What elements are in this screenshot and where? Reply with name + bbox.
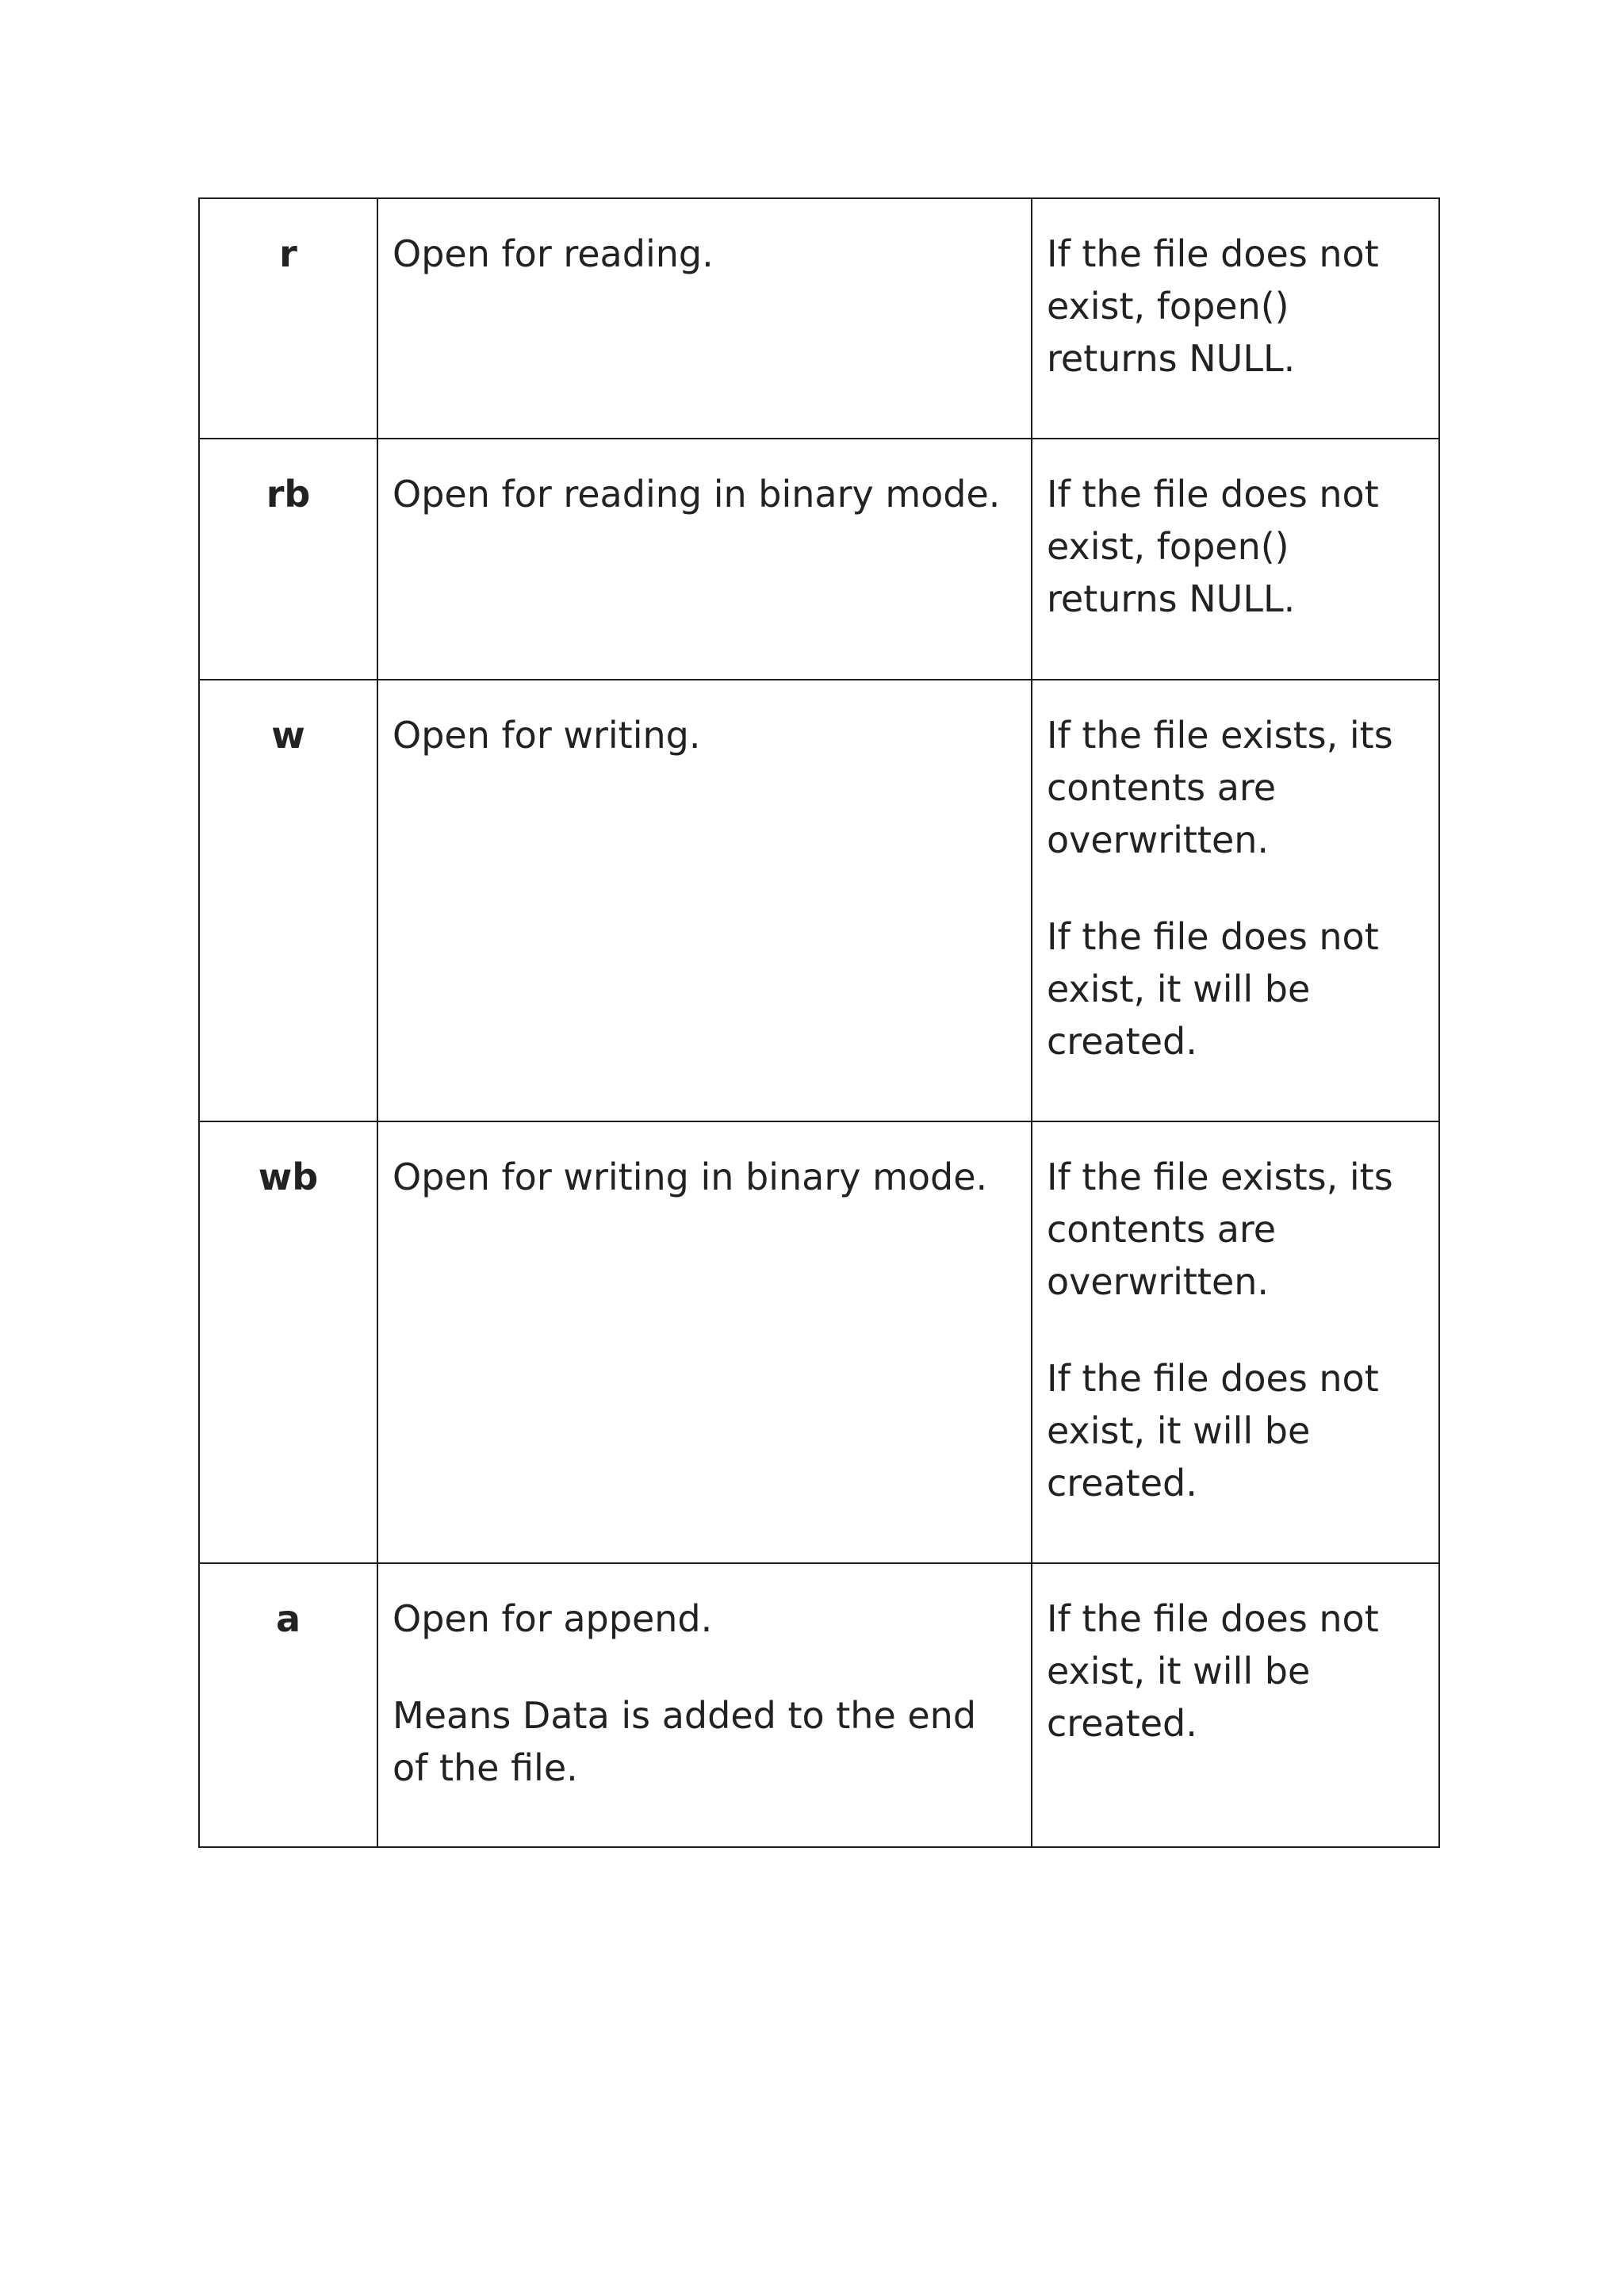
notes-cell: [1032, 1563, 1439, 1847]
notes-text: If the file exists, its contents are overwritten.: [1047, 1156, 1393, 1303]
description-text: Open for writing in binary mode.: [393, 1156, 988, 1198]
description-cell: [377, 439, 1032, 680]
notes-cell: [1032, 198, 1439, 439]
table-row: [199, 1121, 1439, 1563]
description-text: Means Data is added to the end of the file.: [393, 1694, 977, 1789]
mode-label: w: [271, 714, 305, 757]
description-cell: [377, 198, 1032, 439]
mode-label: wb: [258, 1156, 319, 1198]
description-text: Open for reading.: [393, 232, 714, 275]
mode-cell: [199, 1121, 377, 1563]
description-cell: [377, 1563, 1032, 1847]
mode-label: r: [279, 232, 297, 275]
notes-text: If the file does not exist, it will be created.: [1047, 915, 1379, 1063]
table-row: [199, 439, 1439, 680]
notes-text: If the file does not exist, it will be created.: [1047, 1357, 1379, 1504]
description-text: Open for append.: [393, 1597, 713, 1640]
description-text: Open for reading in binary mode.: [393, 473, 1001, 516]
mode-cell: [199, 1563, 377, 1847]
notes-text: If the file exists, its contents are overwritten.: [1047, 714, 1393, 861]
notes-cell: [1032, 439, 1439, 680]
table-row: [199, 1563, 1439, 1847]
notes-text: If the file does not exist, it will be created.: [1047, 1597, 1379, 1745]
mode-label: rb: [266, 473, 311, 516]
table-row: [199, 680, 1439, 1121]
mode-label: a: [275, 1597, 301, 1640]
mode-cell: [199, 680, 377, 1121]
mode-cell: [199, 439, 377, 680]
description-cell: [377, 680, 1032, 1121]
notes-cell: [1032, 1121, 1439, 1563]
description-text: Open for writing.: [393, 714, 701, 757]
file-mode-table: [198, 197, 1440, 1848]
notes-text: If the file does not exist, fopen() returns NULL.: [1047, 232, 1379, 380]
notes-cell: [1032, 680, 1439, 1121]
notes-text: If the file does not exist, fopen() returns NULL.: [1047, 473, 1379, 620]
description-cell: [377, 1121, 1032, 1563]
table-row: [199, 198, 1439, 439]
mode-cell: [199, 198, 377, 439]
